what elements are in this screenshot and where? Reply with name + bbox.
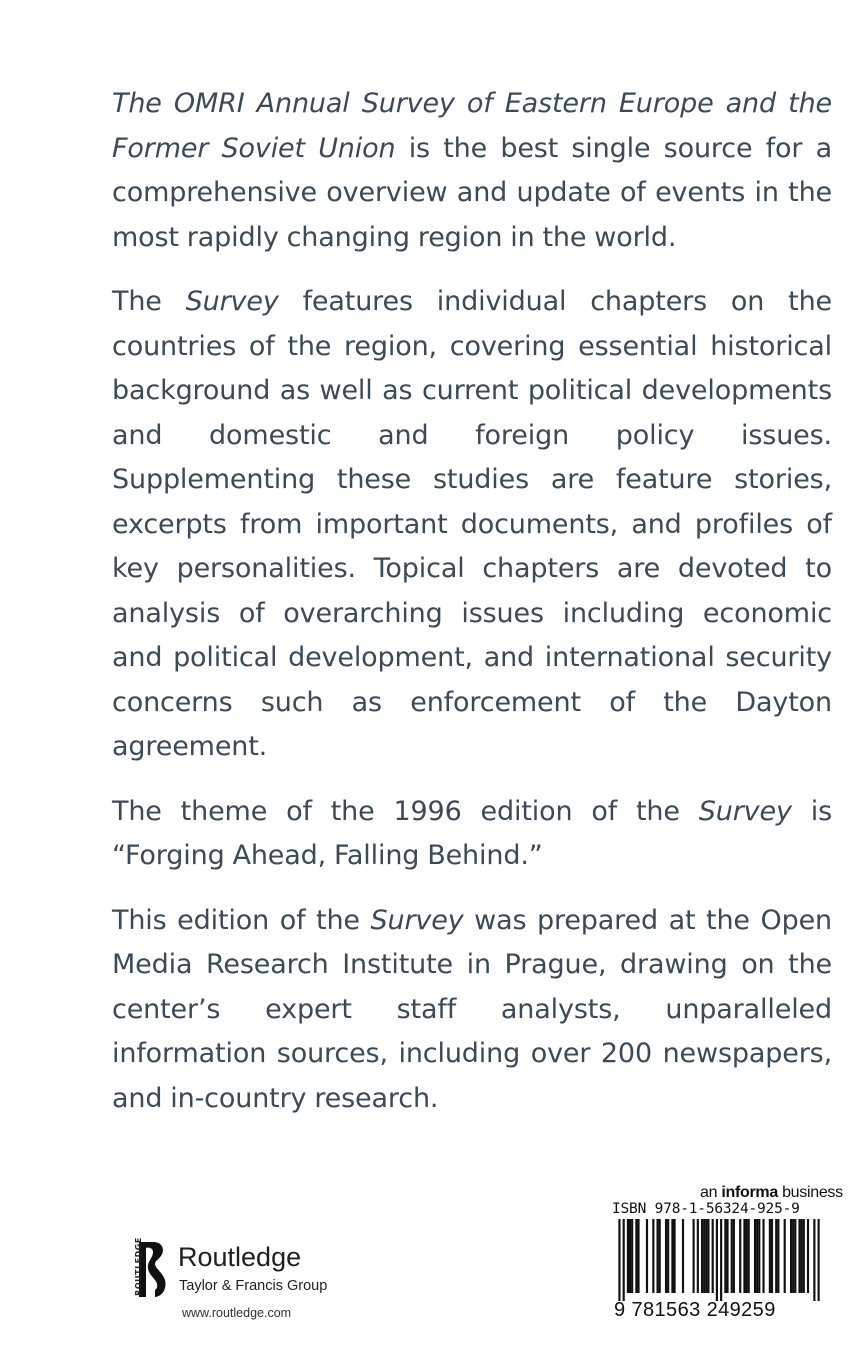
barcode-bar <box>618 1219 620 1301</box>
barcode-bar <box>665 1219 667 1293</box>
barcode-bar <box>720 1219 722 1301</box>
barcode-bar <box>705 1219 707 1293</box>
barcode-bar <box>792 1219 794 1293</box>
barcode-bar <box>794 1219 796 1293</box>
barcode-bar <box>762 1219 764 1293</box>
barcode-bar <box>803 1219 805 1293</box>
barcode-number: 9 781563 249259 <box>614 1299 776 1321</box>
barcode-bar <box>635 1219 637 1293</box>
barcode-bar <box>801 1219 803 1293</box>
barcode-bar <box>769 1219 771 1293</box>
publisher-group: Taylor & Francis Group <box>179 1278 328 1294</box>
barcode-bar <box>775 1219 777 1293</box>
barcode-bar <box>784 1219 786 1293</box>
barcode-bar <box>777 1219 779 1293</box>
barcode-bar <box>629 1219 631 1293</box>
barcode-bar <box>631 1219 633 1293</box>
barcode-bar <box>724 1219 726 1293</box>
book-title: The OMRI Annual Survey of Eastern Europe and the Former Soviet Union <box>112 88 832 164</box>
routledge-vertical-text: ROUTLEDGE <box>133 1237 143 1296</box>
barcode-bar <box>667 1219 669 1293</box>
barcode-bar <box>673 1219 675 1293</box>
barcode-bar <box>693 1219 695 1293</box>
isbn-barcode <box>608 1201 830 1321</box>
barcode-bar <box>754 1219 756 1293</box>
barcode-bar <box>637 1219 639 1293</box>
barcode-bar <box>712 1219 714 1293</box>
barcode-bar <box>807 1219 809 1293</box>
informa-tagline: an informa business <box>700 1184 843 1201</box>
barcode-bar <box>726 1219 728 1293</box>
barcode-bar <box>731 1219 733 1293</box>
barcode-bar <box>627 1219 629 1293</box>
back-cover-text <box>112 82 832 1141</box>
barcode-bar <box>697 1219 699 1293</box>
isbn-text: ISBN 978-1-56324-925-9 <box>612 1201 800 1217</box>
barcode-bars <box>612 1219 826 1301</box>
barcode-bar <box>739 1219 741 1293</box>
barcode-bar <box>703 1219 705 1293</box>
paragraph-edition: This edition of the Survey was prepared at the Open Media Research Institute in Prague, drawing on the center’s expert staff analysts, unparalleled information sources, including over 200 newspapers, and in-country research. <box>112 904 832 1114</box>
barcode-bar <box>623 1219 625 1301</box>
barcode-bar <box>733 1219 735 1293</box>
routledge-head-icon <box>125 1240 171 1298</box>
publisher-website: www.routledge.com <box>182 1306 292 1320</box>
barcode-bar <box>743 1219 745 1293</box>
barcode-bar <box>813 1219 815 1301</box>
barcode-bar <box>716 1219 718 1301</box>
barcode-bar <box>818 1219 820 1301</box>
paragraph-features: The Survey features individual chapters on the countries of the region, covering essential historical background as well as current political developments and domestic and foreign policy issues. Supplementing these studies are feature stories, excerpts from important documents, and profiles of key personalities. Topical chapters are devoted to analysis of overarching issues including economic and political development, and international security concerns such as enforcement of the Dayton agreement. <box>112 286 832 762</box>
barcode-bar <box>646 1219 648 1293</box>
barcode-bar <box>798 1219 800 1293</box>
barcode-bar <box>758 1219 760 1293</box>
barcode-bar <box>701 1219 703 1293</box>
barcode-bar <box>652 1219 654 1293</box>
publisher-name: Routledge <box>178 1242 302 1272</box>
barcode-bar <box>682 1219 684 1293</box>
barcode-bar <box>756 1219 758 1293</box>
barcode-bar <box>745 1219 747 1293</box>
barcode-bar <box>748 1219 750 1293</box>
barcode-bar <box>671 1219 673 1293</box>
barcode-bar <box>790 1219 792 1293</box>
barcode-bar <box>656 1219 658 1293</box>
barcode-bar <box>659 1219 661 1293</box>
barcode-bar <box>707 1219 709 1293</box>
barcode-bar <box>771 1219 773 1293</box>
paragraph-intro: The OMRI Annual Survey of Eastern Europe and the Former Soviet Union is the best single source for a comprehensive overview and update of events in the most rapidly changing region in the world. <box>112 88 832 253</box>
paragraph-theme: The theme of the 1996 edition of the Survey is “Forging Ahead, Falling Behind.” <box>112 795 832 871</box>
